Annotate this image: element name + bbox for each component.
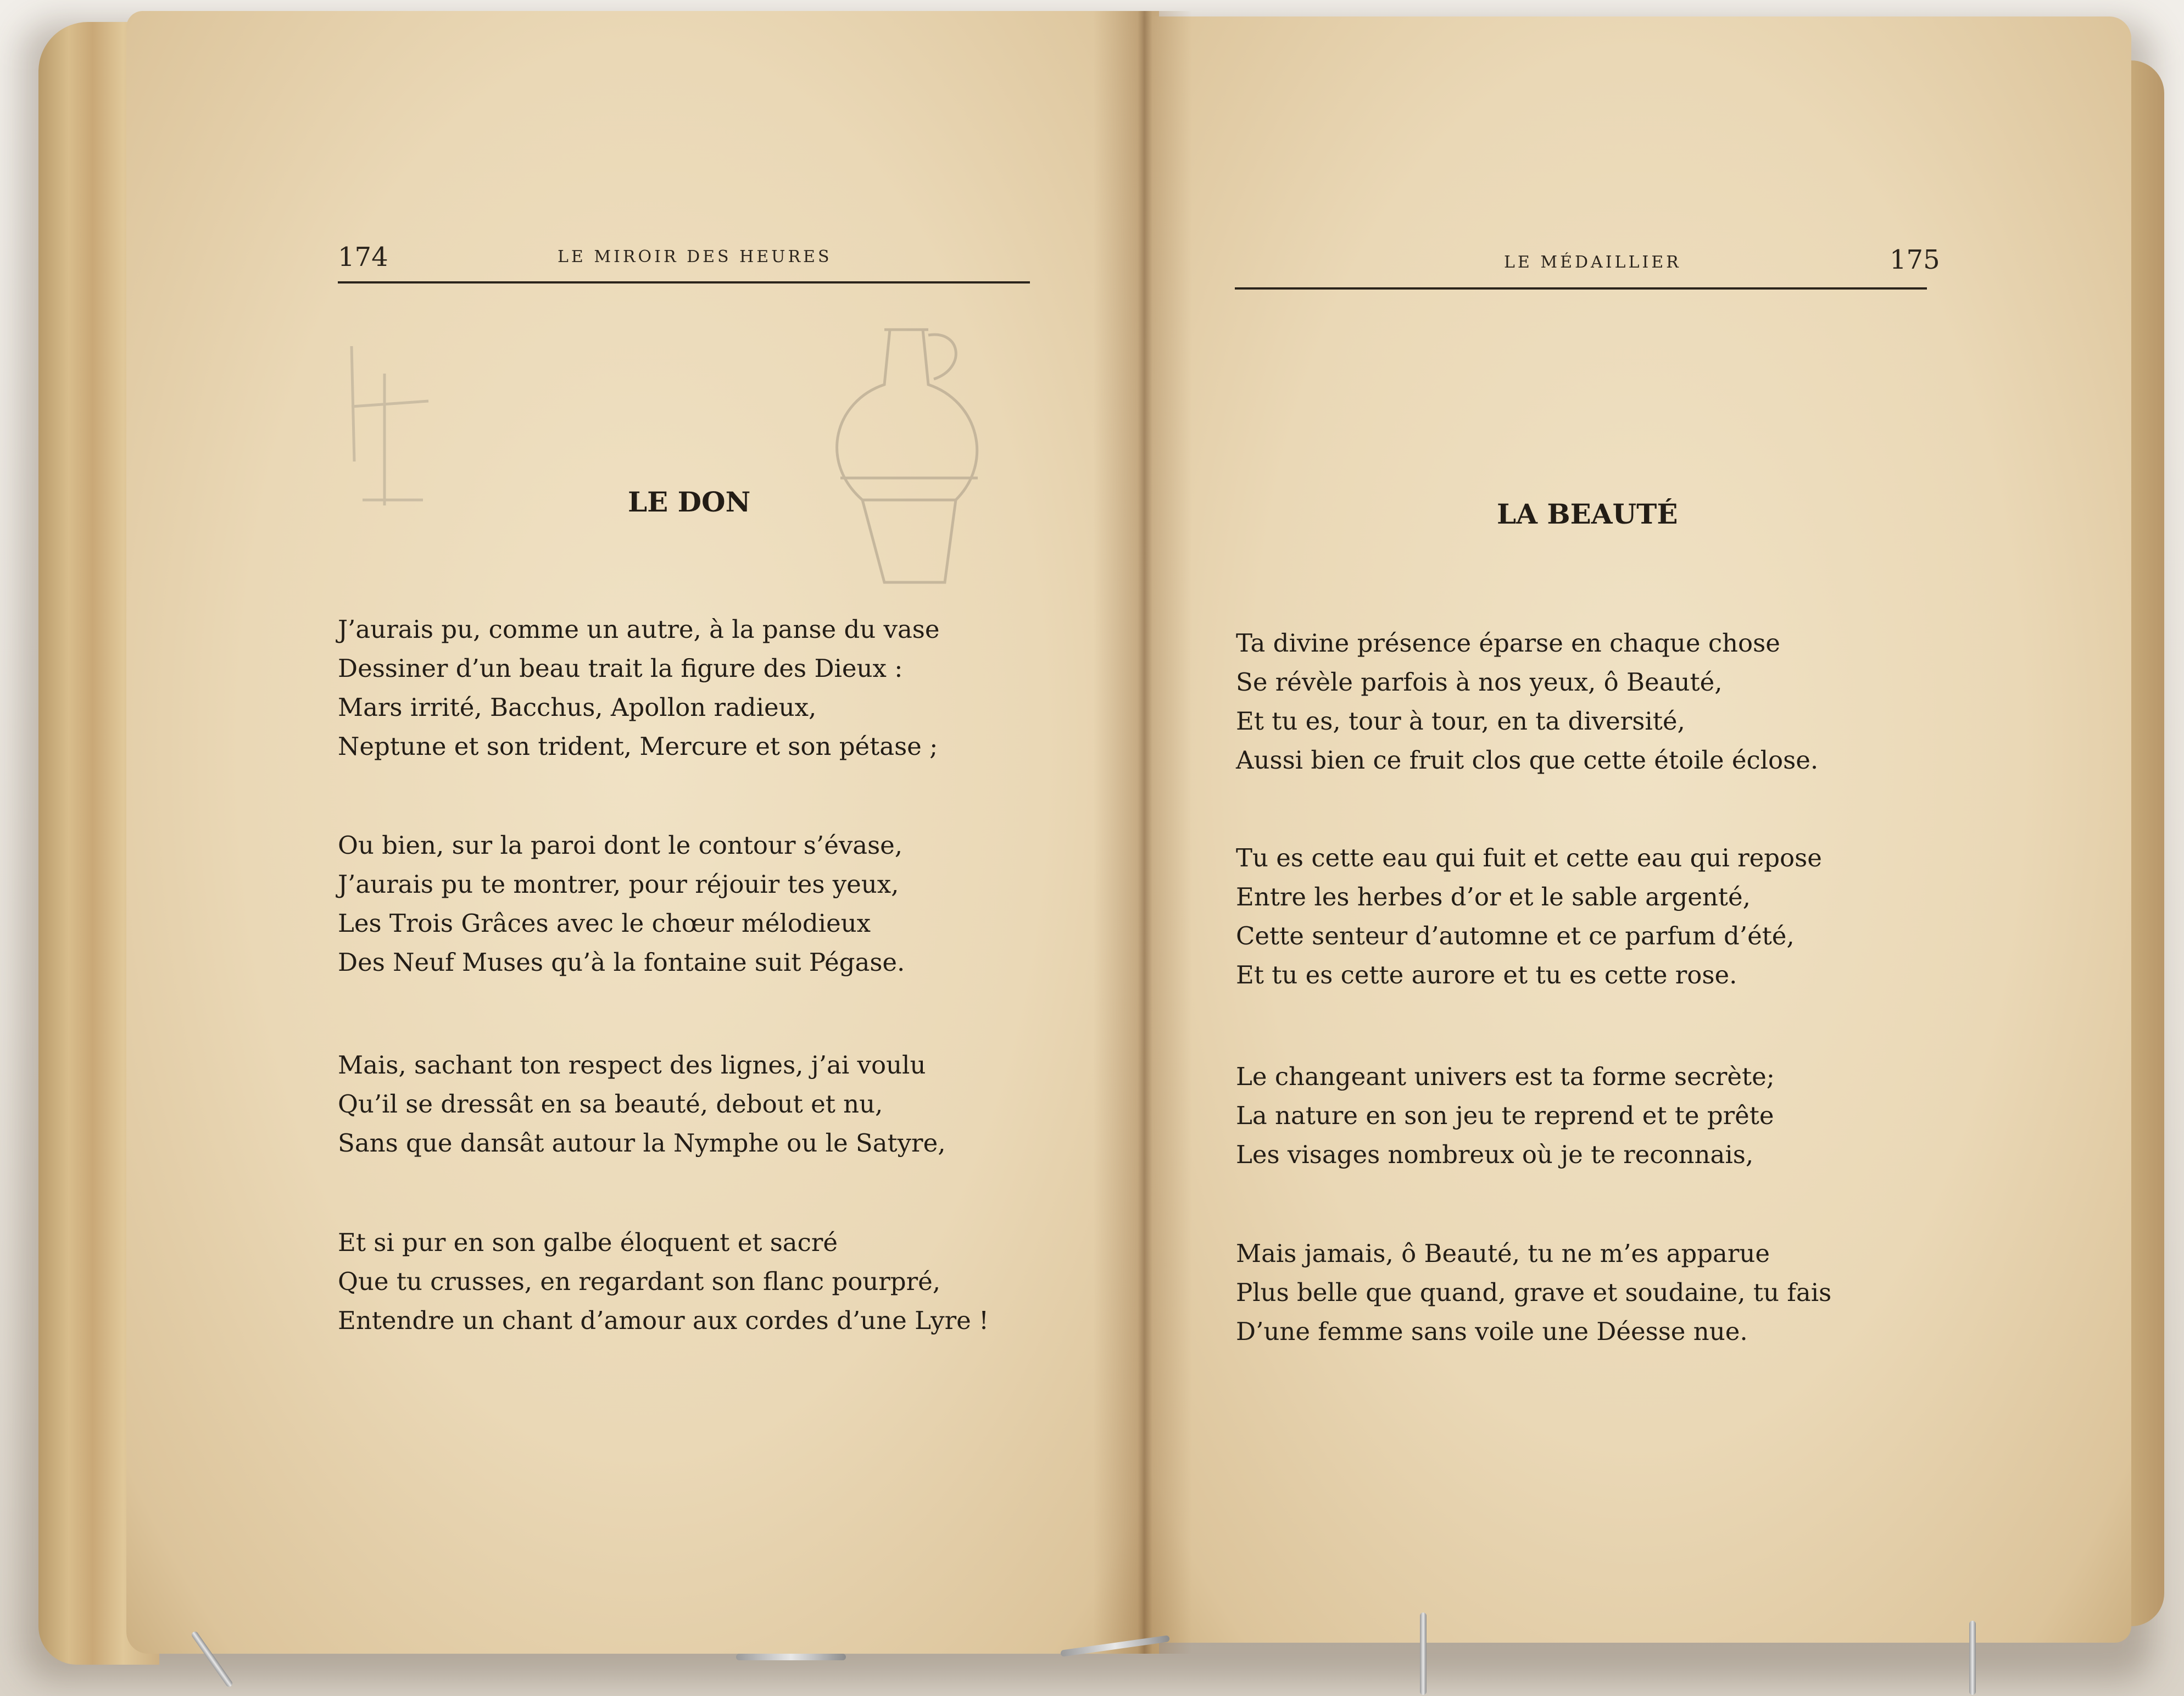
book-stand-wire-far-right	[1969, 1621, 1976, 1695]
verse-line: Tu es cette eau qui fuit et cette eau qui repose	[1236, 843, 1822, 872]
verse-line: Dessiner d’un beau trait la figure des Dieux :	[338, 654, 903, 683]
right-page-number: 175	[1890, 244, 1940, 275]
verse-line: Que tu crusses, en regardant son flanc pourpré,	[338, 1267, 941, 1296]
verse-line: Ta divine présence éparse en chaque chose	[1236, 629, 1780, 658]
right-stanza-1	[1236, 624, 1818, 780]
left-stanza-4	[338, 1223, 989, 1340]
verse-line: Se révèle parfois à nos yeux, ô Beauté,	[1236, 668, 1723, 697]
verse-line: Plus belle que quand, grave et soudaine, tu fais	[1236, 1278, 1832, 1307]
verse-line: Mais, sachant ton respect des lignes, j’ai voulu	[338, 1050, 926, 1080]
verse-line: Neptune et son trident, Mercure et son pétase ;	[338, 732, 938, 761]
verse-line: D’une femme sans voile une Déesse nue.	[1236, 1317, 1748, 1346]
left-header-rule	[338, 281, 1030, 283]
right-poem-title: LA BEAUTÉ	[1497, 498, 1678, 530]
book-stand-wire-center	[736, 1654, 846, 1660]
left-stanza-3	[338, 1046, 946, 1163]
book-stand-wire-right	[1420, 1612, 1427, 1695]
verse-line: Mais jamais, ô Beauté, tu ne m’es apparue	[1236, 1239, 1770, 1268]
verse-line: Ou bien, sur la paroi dont le contour s’évase,	[338, 831, 903, 860]
verse-line: Entre les herbes d’or et le sable argenté,	[1236, 882, 1751, 911]
verse-line: Mars irrité, Bacchus, Apollon radieux,	[338, 693, 817, 722]
verse-line: Sans que dansât autour la Nymphe ou le Satyre,	[338, 1128, 946, 1158]
verse-line: J’aurais pu, comme un autre, à la panse du vase	[338, 615, 940, 644]
verse-line: Qu’il se dressât en sa beauté, debout et nu,	[338, 1089, 883, 1119]
verse-line: Des Neuf Muses qu’à la fontaine suit Pégase.	[338, 948, 905, 977]
verse-line: Les visages nombreux où je te reconnais,	[1236, 1140, 1754, 1169]
verse-line: Cette senteur d’automne et ce parfum d’été,	[1236, 921, 1795, 950]
left-page-number: 174	[338, 242, 388, 273]
verse-line: Et si pur en son galbe éloquent et sacré	[338, 1228, 838, 1257]
right-stanza-2	[1236, 838, 1822, 994]
verse-line: Entendre un chant d’amour aux cordes d’une Lyre !	[338, 1306, 989, 1335]
book-gutter	[1093, 11, 1192, 1654]
left-poem-title: LE DON	[628, 486, 751, 518]
right-stanza-4	[1236, 1234, 1831, 1351]
left-stanza-2	[338, 826, 905, 982]
verse-line: Les Trois Grâces avec le chœur mélodieux	[338, 909, 871, 938]
verse-line: Aussi bien ce fruit clos que cette étoile éclose.	[1236, 746, 1819, 775]
verse-line: La nature en son jeu te reprend et te prête	[1236, 1101, 1774, 1130]
right-running-title: LE MÉDAILLIER	[1504, 253, 1681, 272]
right-header-rule	[1235, 287, 1927, 290]
verse-line: J’aurais pu te montrer, pour réjouir tes yeux,	[338, 870, 899, 899]
verse-line: Et tu es, tour à tour, en ta diversité,	[1236, 707, 1685, 736]
left-running-title: LE MIROIR DES HEURES	[558, 247, 832, 266]
verse-line: Le changeant univers est ta forme secrète;	[1236, 1062, 1775, 1091]
right-stanza-3	[1236, 1057, 1775, 1174]
left-stanza-1	[338, 610, 940, 766]
verse-line: Et tu es cette aurore et tu es cette rose.	[1236, 960, 1737, 989]
